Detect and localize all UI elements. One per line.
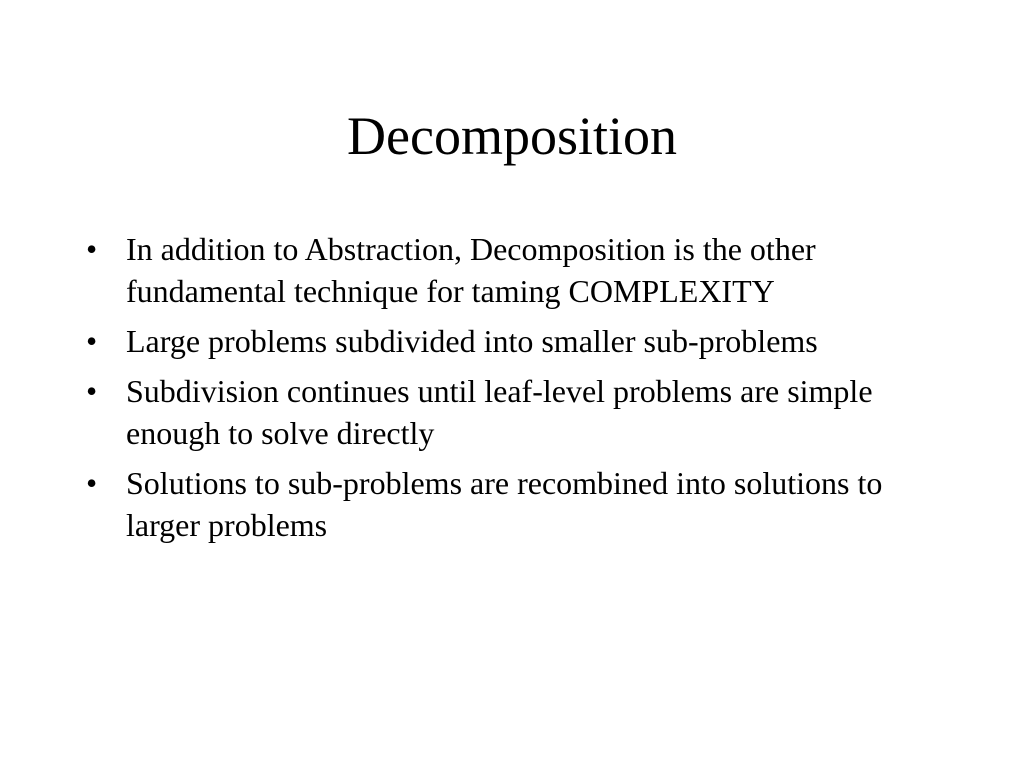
bullet-item [86,370,926,454]
bullet-list [86,228,926,554]
bullet-point-icon: • [86,231,98,267]
bullet-text: In addition to Abstraction, Decomposition is the other fundamental technique for taming COMPLEXITY [126,231,816,309]
bullet-item [86,462,926,546]
bullet-point-icon: • [86,373,98,409]
bullet-point-icon: • [86,465,98,501]
bullet-item [86,320,926,362]
bullet-item [86,228,926,312]
slide-title: Decomposition [347,106,677,166]
bullet-text: Solutions to sub-problems are recombined into solutions to larger problems [126,465,883,543]
bullet-text: Large problems subdivided into smaller sub-problems [126,323,818,359]
bullet-point-icon: • [86,323,98,359]
bullet-text: Subdivision continues until leaf-level problems are simple enough to solve directly [126,373,873,451]
